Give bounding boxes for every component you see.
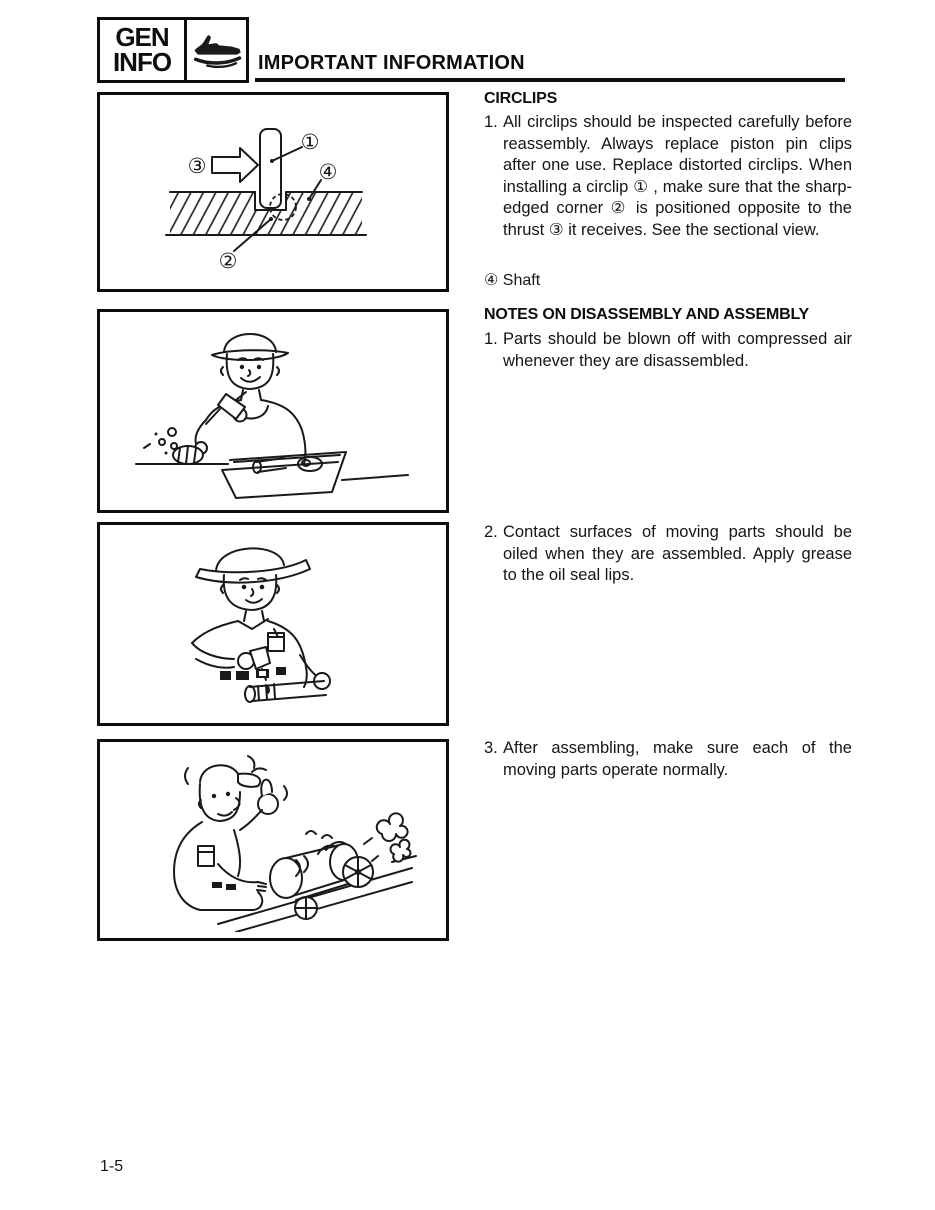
- item-number: 1.: [484, 113, 498, 131]
- badge-line-1: GEN: [115, 22, 169, 52]
- circlip-diagram-figure: [97, 92, 449, 292]
- item-number: 3.: [484, 739, 498, 757]
- title-rule: [255, 78, 845, 82]
- item-number: 2.: [484, 523, 498, 541]
- callout-1: ①: [300, 130, 320, 154]
- circlips-item-1: [484, 112, 852, 242]
- circlip-sectional-diagram: [100, 95, 440, 283]
- air-blow-figure: [97, 309, 449, 513]
- callout-4: ④: [318, 160, 338, 184]
- oiling-figure: [97, 522, 449, 726]
- notes-item-1: [484, 329, 852, 372]
- item-text: After assembling, make sure each of the moving parts operate normally.: [503, 739, 852, 779]
- page-number: 1-5: [100, 1158, 124, 1175]
- assembled-check-illustration: [100, 742, 440, 932]
- notes-item-2: [484, 522, 852, 587]
- compressed-air-illustration: [100, 312, 440, 504]
- item-text: Parts should be blown off with compressed air whenever they are disassembled.: [503, 330, 852, 370]
- shaft-caption: ④ Shaft: [484, 272, 541, 289]
- item-text: Contact surfaces of moving parts should be oiled when they are assembled. Apply grease to the oil seal lips.: [503, 523, 852, 585]
- snowmobile-icon: [187, 20, 246, 80]
- page-title: IMPORTANT INFORMATION: [258, 52, 525, 74]
- assembly-check-figure: [97, 739, 449, 941]
- callout-3: ③: [187, 154, 207, 178]
- notes-heading: NOTES ON DISASSEMBLY AND ASSEMBLY: [484, 306, 810, 323]
- item-number: 1.: [484, 330, 498, 348]
- thrust-arrow: [212, 148, 258, 182]
- badge-label: [100, 20, 187, 80]
- oiling-illustration: [100, 525, 440, 717]
- notes-item-3: [484, 738, 852, 781]
- section-badge: [97, 17, 249, 83]
- circlips-heading: CIRCLIPS: [484, 90, 558, 107]
- callout-2: ②: [218, 249, 238, 273]
- circlip-shape: [260, 129, 281, 208]
- badge-line-2: INFO: [112, 47, 172, 77]
- item-text: All circlips should be inspected carefully before reassembly. Always replace piston pin clips after one use. Replace distorted circlips. When installing a circlip ① , make sure that the sharp-edged corner ② is positioned opposite to the thrust ③ it receives. See the sectional view.: [503, 113, 852, 239]
